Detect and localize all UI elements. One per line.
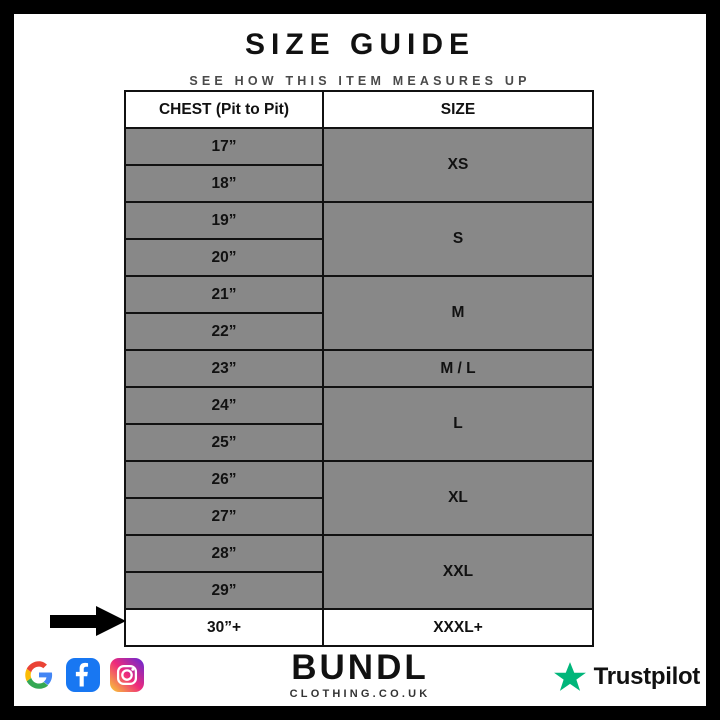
table-header-row [125,91,593,128]
footer [14,650,706,706]
page-subtitle: SEE HOW THIS ITEM MEASURES UP [189,74,531,88]
size-value: M [323,276,593,350]
chest-value: 19” [125,202,323,239]
table-row [125,461,593,498]
column-header-size: SIZE [323,91,593,128]
chest-value: 29” [125,572,323,609]
chest-value: 25” [125,424,323,461]
chest-value: 27” [125,498,323,535]
table-row [125,128,593,165]
size-table-wrap [124,90,594,647]
chest-value: 28” [125,535,323,572]
arrow-right-icon [50,606,126,636]
size-guide-card [14,14,706,706]
chest-value: 18” [125,165,323,202]
size-value: XL [323,461,593,535]
chest-value: 20” [125,239,323,276]
trustpilot-badge[interactable] [553,660,700,694]
size-value: XS [323,128,593,202]
table-row [125,276,593,313]
size-value: S [323,202,593,276]
size-table [124,90,594,647]
page-title: SIZE GUIDE [244,28,476,61]
chest-value: 17” [125,128,323,165]
chest-value: 21” [125,276,323,313]
chest-value: 26” [125,461,323,498]
arrow-shaft [50,615,98,628]
table-row [125,202,593,239]
brand-subtitle: CLOTHING.CO.UK [289,688,431,700]
brand-name: BUNDL [291,648,429,687]
size-value: M / L [323,350,593,387]
table-row [125,350,593,387]
table-row-highlighted [125,609,593,646]
size-value: XXL [323,535,593,609]
table-row [125,535,593,572]
arrow-head [96,606,126,636]
chest-value: 24” [125,387,323,424]
table-row [125,387,593,424]
size-value: XXXL+ [323,609,593,646]
trustpilot-label: Trustpilot [593,663,700,690]
column-header-chest: CHEST (Pit to Pit) [125,91,323,128]
chest-value: 22” [125,313,323,350]
size-value: L [323,387,593,461]
trustpilot-star-icon [553,660,587,694]
chest-value: 23” [125,350,323,387]
chest-value: 30”+ [125,609,323,646]
